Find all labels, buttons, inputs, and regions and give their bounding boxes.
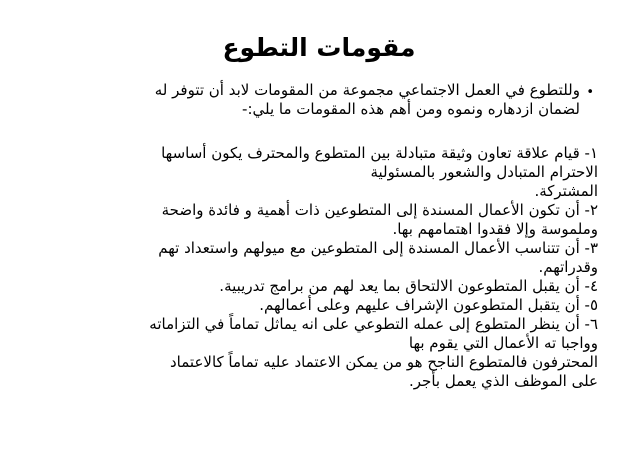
list-line: ٣- أن تتناسب الأعمال المسندة إلى المتطوعين مع ميولهم واستعداد تهم xyxy=(158,239,598,257)
list-line: وواجبا ته الأعمال التي يقوم بها xyxy=(408,334,598,352)
intro-line: لضمان ازدهاره ونموه ومن أهم هذه المقومات ما يلي:- xyxy=(242,100,580,118)
intro-line: وللتطوع في العمل الاجتماعي مجموعة من المقومات لابد أن تتوفر له xyxy=(154,81,580,99)
slide-title: مقومات التطوع xyxy=(222,33,416,62)
list-line: وملموسة وإلا فقدوا اهتمامهم بها. xyxy=(392,220,598,238)
list-line: وقدراتهم. xyxy=(538,258,598,276)
list-line: المشتركة. xyxy=(534,182,598,200)
list-line: ٤- أن يقبل المتطوعون الالتحاق بما يعد لهم من برامج تدريبية. xyxy=(219,277,598,295)
list-line: ٦- أن ينظر المتطوع إلى عمله التطوعي على انه يماثل تماماً في التزاماته xyxy=(149,315,598,333)
bullet-icon: • xyxy=(586,85,594,100)
list-line: المحترفون فالمتطوع الناجح هو من يمكن الاعتماد عليه تماماً كالاعتماد xyxy=(170,353,598,371)
intro-paragraph xyxy=(60,81,580,119)
list-line: الاحترام المتبادل والشعور بالمسئولية xyxy=(370,163,598,181)
list-line: ١- قيام علاقة تعاون وثيقة متبادلة بين المتطوع والمحترف يكون أساسها xyxy=(161,144,598,162)
list-line: ٢- أن تكون الأعمال المسندة إلى المتطوعين ذات أهمية و فائدة واضحة xyxy=(161,201,598,219)
list-line: على الموظف الذي يعمل بأجر. xyxy=(409,372,598,390)
requirements-list xyxy=(38,144,598,391)
list-line: ٥- أن يتقبل المتطوعون الإشراف عليهم وعلى أعمالهم. xyxy=(259,296,598,314)
